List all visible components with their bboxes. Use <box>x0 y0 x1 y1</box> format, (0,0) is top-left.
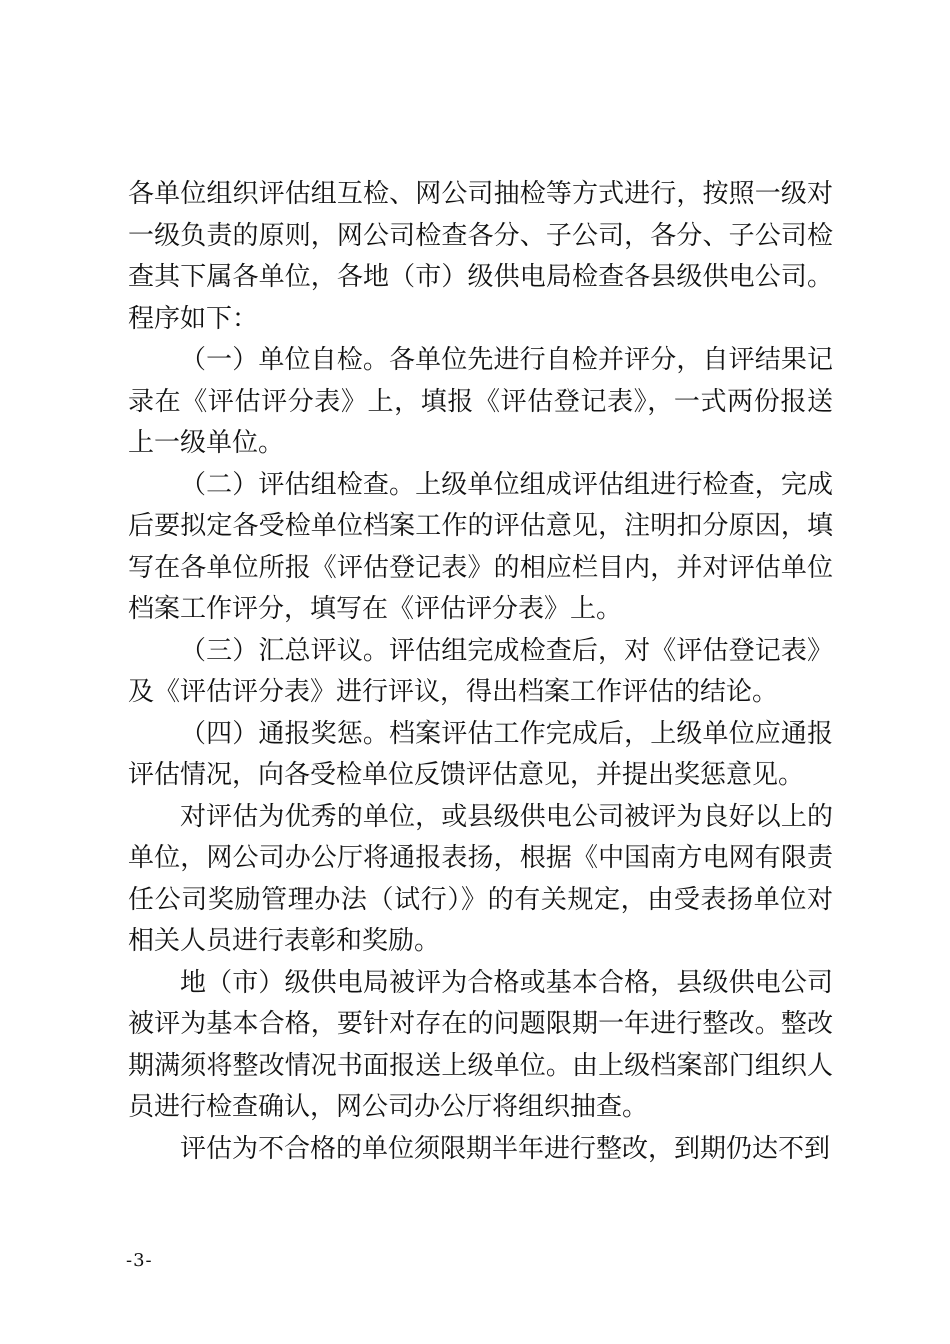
paragraph-rewards-penalties: （四）通报奖惩。档案评估工作完成后，上级单位应通报评估情况，向各受检单位反馈评估意见，并提出奖惩意见。 <box>128 718 833 790</box>
paragraph-unqualified-units: 评估为不合格的单位须限期半年进行整改，到期仍达不到 <box>180 1133 831 1164</box>
page-number: -3- <box>126 1250 153 1271</box>
paragraph-summary-review: （三）汇总评议。评估组完成检查后，对《评估登记表》及《评估评分表》进行评议，得出档案工作评估的结论。 <box>128 635 833 707</box>
paragraph-group-inspection: （二）评估组检查。上级单位组成评估组进行检查，完成后要拟定各受检单位档案工作的评估意见，注明扣分原因，填写在各单位所报《评估登记表》的相应栏目内，并对评估单位档案工作评分，填写在《评估评分表》上。 <box>128 469 833 624</box>
paragraph-self-inspection: （一）单位自检。各单位先进行自检并评分，自评结果记录在《评估评分表》上，填报《评估登记表》，一式两份报送上一级单位。 <box>128 345 833 458</box>
paragraph-rectification: 地（市）级供电局被评为合格或基本合格，县级供电公司被评为基本合格，要针对存在的问题限期一年进行整改。整改期满须将整改情况书面报送上级单位。由上级档案部门组织人员进行检查确认，网公司办公厅将组织抽查。 <box>128 967 833 1122</box>
paragraph-excellent-units: 对评估为优秀的单位，或县级供电公司被评为良好以上的单位，网公司办公厅将通报表扬，根据《中国南方电网有限责任公司奖励管理办法（试行）》的有关规定，由受表扬单位对相关人员进行表彰和奖励。 <box>128 801 833 956</box>
body-text <box>128 174 833 1170</box>
paragraph-continuation: 各单位组织评估组互检、网公司抽检等方式进行，按照一级对一级负责的原则，网公司检查各分、子公司，各分、子公司检查其下属各单位，各地（市）级供电局检查各县级供电公司。程序如下： <box>128 179 833 334</box>
